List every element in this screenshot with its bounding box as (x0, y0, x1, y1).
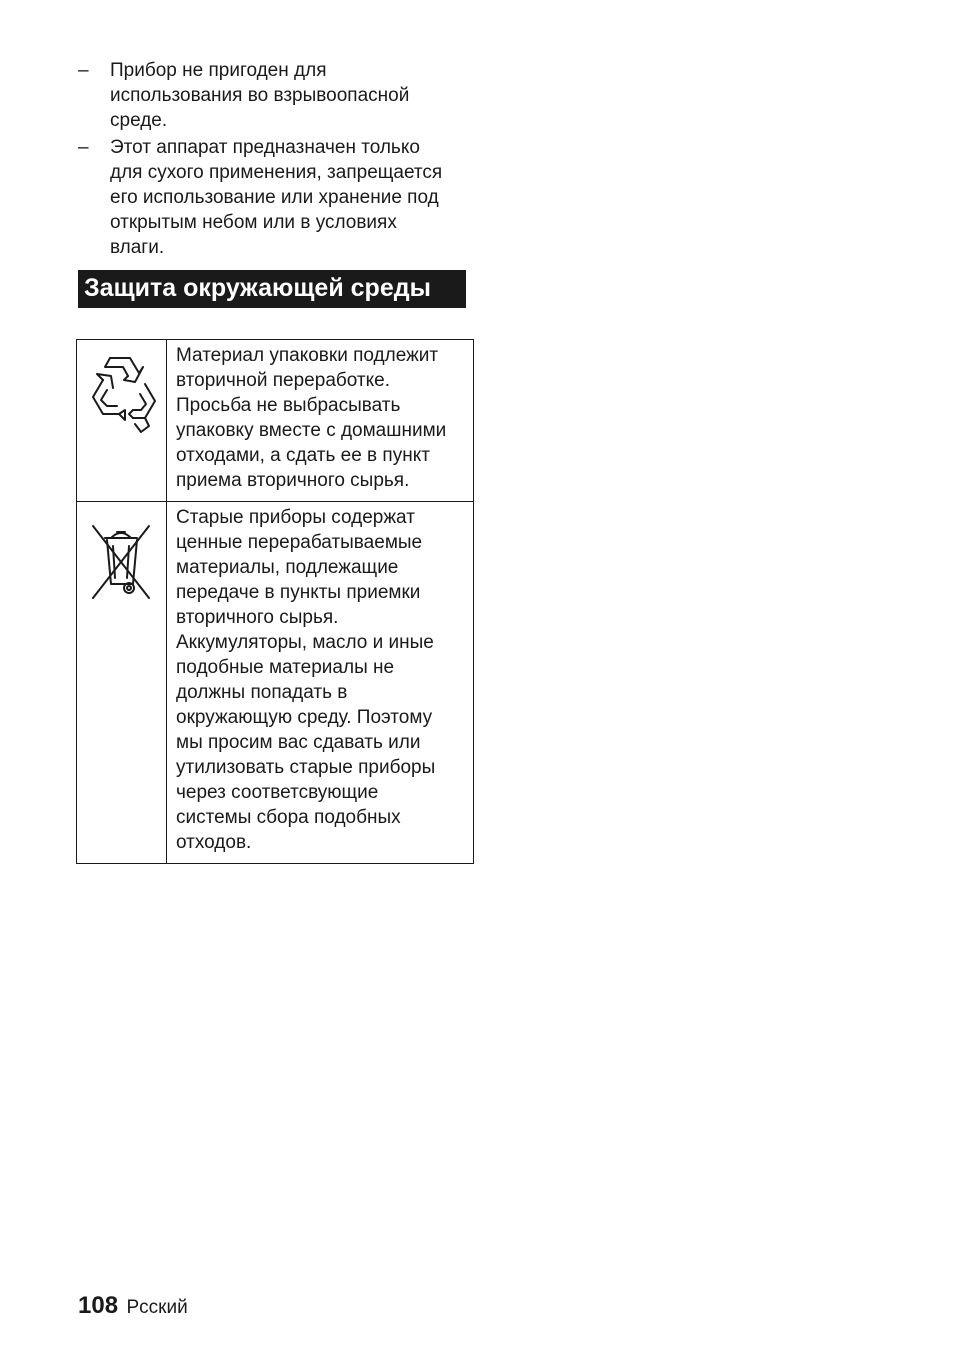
text-line: мы просим вас сдавать или (176, 732, 421, 753)
text-line: подобные материалы не (176, 657, 395, 678)
text-line: должны попадать в (176, 682, 348, 703)
text-line: материалы, подлежащие (176, 557, 399, 578)
recycle-icon (77, 340, 166, 439)
bullet-dash: – (78, 136, 89, 158)
icon-cell (77, 502, 167, 864)
bullet-dash: – (78, 60, 89, 81)
text-line: через соответсвующие (176, 782, 379, 803)
crossed-out-wheelie-bin-icon (77, 502, 166, 605)
text-line: приема вторичного сырья. (176, 470, 410, 491)
text-line: утилизовать старые приборы (176, 757, 436, 778)
text-line: Материал упаковки подлежит (176, 345, 439, 366)
section-heading-environment: Защита окружающей среды (78, 270, 466, 308)
text-line: Просьба не выбрасывать (176, 395, 401, 416)
text-line: передаче в пункты приемки (176, 582, 421, 603)
page-number: 108 (78, 1292, 119, 1319)
bullet-explosive-environment (78, 58, 478, 134)
bullet-line: открытым небом или в условиях (110, 212, 397, 234)
text-line: Старые приборы содержат (176, 507, 415, 528)
text-line: вторичного сырья. (176, 607, 339, 628)
text-line: отходами, а сдать ее в пункт (176, 445, 430, 466)
bullet-line: Этот аппарат предназначен только (110, 136, 420, 158)
old-devices-recycling-text (167, 502, 474, 864)
bullet-dry-use-only (78, 135, 478, 261)
table-row-old-devices (77, 502, 474, 864)
safety-bullet-list (78, 58, 478, 262)
bullet-line: для сухого применения, запрещается (110, 161, 443, 183)
text-line: вторичной переработке. (176, 370, 390, 391)
page-language: Рсский (126, 1297, 188, 1318)
text-line: окружающую среду. Поэтому (176, 707, 433, 728)
environment-table (76, 339, 474, 864)
packaging-recycling-text (167, 340, 474, 502)
text-line: ценные перерабатываемые (176, 532, 423, 553)
page-footer (78, 1292, 188, 1320)
bullet-line: Прибор не пригоден для (110, 60, 327, 81)
text-line: отходов. (176, 832, 252, 853)
text-line: упаковку вместе с домашними (176, 420, 447, 441)
table-row-packaging (77, 340, 474, 502)
bullet-line: влаги. (110, 237, 165, 259)
text-line: Аккумуляторы, масло и иные (176, 632, 434, 653)
icon-cell (77, 340, 167, 502)
bullet-line: среде. (110, 110, 168, 132)
bullet-line: его использование или хранение под (110, 187, 439, 209)
bullet-line: использования во взрывоопасной (110, 85, 410, 107)
text-line: системы сбора подобных (176, 807, 401, 828)
